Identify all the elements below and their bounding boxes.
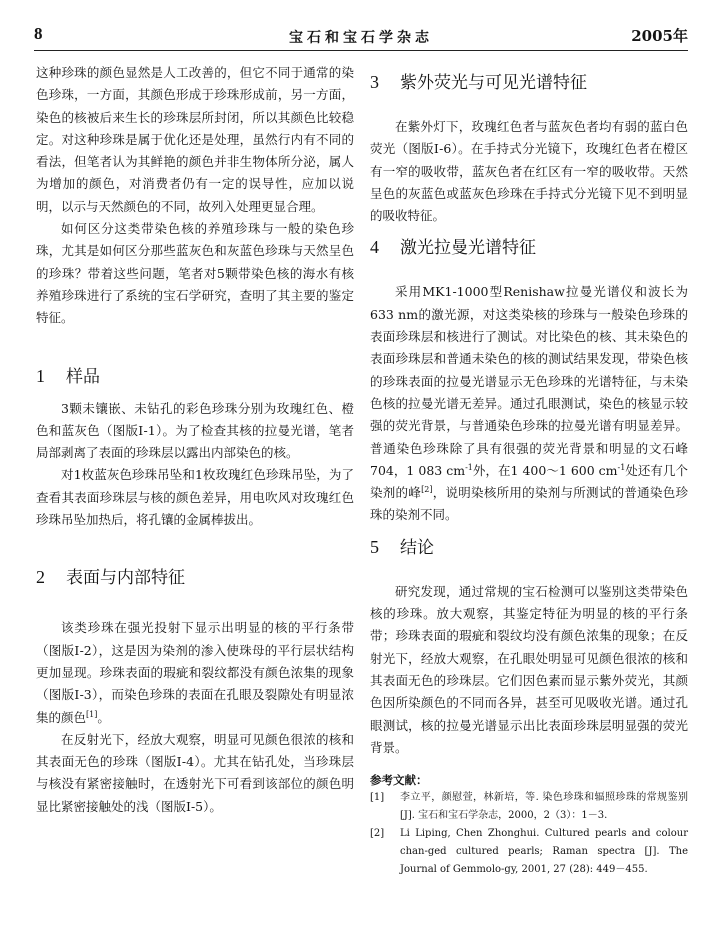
section-number: 1 xyxy=(36,365,45,386)
reference-number: [2] xyxy=(370,828,385,840)
reference-text: 李立平，颜慰萱，林新培，等. 染色珍珠和辐照珍珠的常规鉴别[J]. 宝石和宝石学杂志，2000，2（3）：1－3. xyxy=(400,792,688,822)
superscript: -1 xyxy=(465,462,473,472)
left-column xyxy=(36,62,354,818)
section-title: 激光拉曼光谱特征 xyxy=(400,238,536,259)
section-heading-2 xyxy=(36,557,354,597)
citation-ref: [2] xyxy=(421,485,433,494)
section-number: 4 xyxy=(370,237,379,258)
section-2-paragraph-1: 该类珍珠在强光投射下显示出明显的核的平行条带（图版Ⅰ-2），这是因为染剂的渗入使珠母的平行层状结构更加显现。珍珠表面的瑕疵和裂纹都没有颜色浓集的现象（图版Ⅰ-3），而染色珍珠的表面在孔眼及裂隙处有明显浓集的颜色[1]。 xyxy=(36,620,354,725)
citation-ref: [1] xyxy=(86,709,98,719)
section-1-paragraph-2: 对1枚蓝灰色珍珠吊坠和1枚玫瑰红色珍珠吊坠，为了查看其表面珍珠层与核的颜色差异，用电吹风对玫瑰红色珍珠吊坠加热后，将孔镶的金属棒拔出。 xyxy=(36,467,354,528)
reference-item xyxy=(370,825,688,879)
section-3-paragraph-1: 在紫外灯下，玫瑰红色者与蓝灰色者均有弱的蓝白色荧光（图版Ⅰ-6）。在手持式分光镜下，玫瑰红色者在橙区有一窄的吸收带，蓝灰色者在红区有一窄的吸收带。天然呈色的灰蓝色或蓝灰色珍珠在手持式分光镜下见不到明显的吸收特征。 xyxy=(370,119,688,224)
right-column xyxy=(370,62,688,879)
section-number: 5 xyxy=(370,536,379,557)
section-2-paragraph-2: 在反射光下，经放大观察，明显可见颜色很浓的核和其表面无色的珍珠（图版Ⅰ-4）。尤其在钻孔处，当珍珠层与核没有紧密接触时，在透射光下可看到该部位的颜色明显比紧密接触处的浅（图版Ⅰ-5）。 xyxy=(36,731,354,814)
reference-number: [1] xyxy=(370,792,385,804)
section-title: 样品 xyxy=(66,366,100,387)
intro-paragraph-1: 这种珍珠的颜色显然是人工改善的，但它不同于通常的染色珍珠，一方面，其颜色形成于珍珠形成前，另一方面，染色的核被后来生长的珍珠层所封闭，所以其颜色比较稳定。对这种珍珠是属于优化还是处理，虽然行内有不同的看法，但笔者认为其鲜艳的颜色并非生物体所分泌，属人为增加的颜色，对消费者仍有一定的误导性，应加以说明，以示与天然颜色的不同，故列入处理更显合理。 xyxy=(36,65,354,214)
journal-name: 宝石和宝石学杂志 xyxy=(289,30,433,46)
section-number: 2 xyxy=(36,567,45,588)
page-number: 8 xyxy=(34,24,43,43)
references-title: 参考文献： xyxy=(370,773,428,788)
superscript: -1 xyxy=(617,462,626,472)
reference-item xyxy=(370,789,688,825)
reference-text: Li Liping, Chen Zhonghui. Cultured pearls and colour chan-ged cultured pearls; Raman spectra [J]. The Journal of Gemmolo-gy, 2001, 27 (28): 449－455. xyxy=(400,828,688,876)
section-heading-4 xyxy=(370,227,688,267)
intro-paragraph-2: 如何区分这类带染色核的养殖珍珠与一般的染色珍珠，尤其是如何区分那些蓝灰色和灰蓝色珍珠与天然呈色的珍珠？带着这些问题，笔者对5颗带染色核的海水有核养殖珍珠进行了系统的宝石学研究，查明了其主要的鉴定特征。 xyxy=(36,221,354,326)
section-title: 表面与内部特征 xyxy=(66,568,185,589)
section-5-paragraph-1: 研究发现，通过常规的宝石检测可以鉴别这类带染色核的珍珠。放大观察，其鉴定特征为明显的核的平行条带；珍珠表面的瑕疵和裂纹均没有颜色浓集的现象；在反射光下，经放大观察，在孔眼处明显可见颜色很浓的核和其表面无色的珍珠层。它们因色素而显示紫外荧光，其颜色因所染颜色的不同而各异，甚至可见吸收光谱。通过孔眼测试，核的拉曼光谱显示出比表面珍珠层明显强的荧光背景。 xyxy=(370,583,688,755)
section-heading-3 xyxy=(370,62,688,102)
section-4-paragraph-1: 采用MK1-1000型Renishaw拉曼光谱仪和波长为633 nm的激光源，对这类染核的珍珠与一般染色珍珠的表面珍珠层和核进行了测试。对比染色的核、其未染色的表面珍珠层和普通未染色的核的测试结果发现，带染色核的珍珠表面的拉曼光谱显示无色珍珠的光谱特征，与未染色核的拉曼光谱无差异。通过孔眼测试，染色的核显示较强的荧光背景，与普通染色珍珠的拉曼光谱有明显差异。普通染色珍珠除了具有很强的荧光背景和明显的文石峰704，1 083 $cm^{-1}$外，在1 400～1 600 $cm^{-1}$处还有几个染剂的峰[2]，说明染核所用的染剂与所测试的普通染色珍珠的染剂不同。 xyxy=(370,284,688,523)
section-heading-5 xyxy=(370,527,688,567)
page-header xyxy=(34,18,688,51)
section-title: 结论 xyxy=(400,537,434,558)
section-heading-1 xyxy=(36,356,354,396)
section-title: 紫外荧光与可见光谱特征 xyxy=(400,73,587,93)
publication-year: 2005年 xyxy=(631,27,688,45)
section-1-paragraph-1: 3颗未镶嵌、未钻孔的彩色珍珠分别为玫瑰红色、橙色和蓝灰色（图版Ⅰ-1）。为了检查其核的拉曼光谱，笔者局部剥离了表面的珍珠层以露出内部染色的核。 xyxy=(36,400,354,461)
section-number: 3 xyxy=(370,72,379,92)
